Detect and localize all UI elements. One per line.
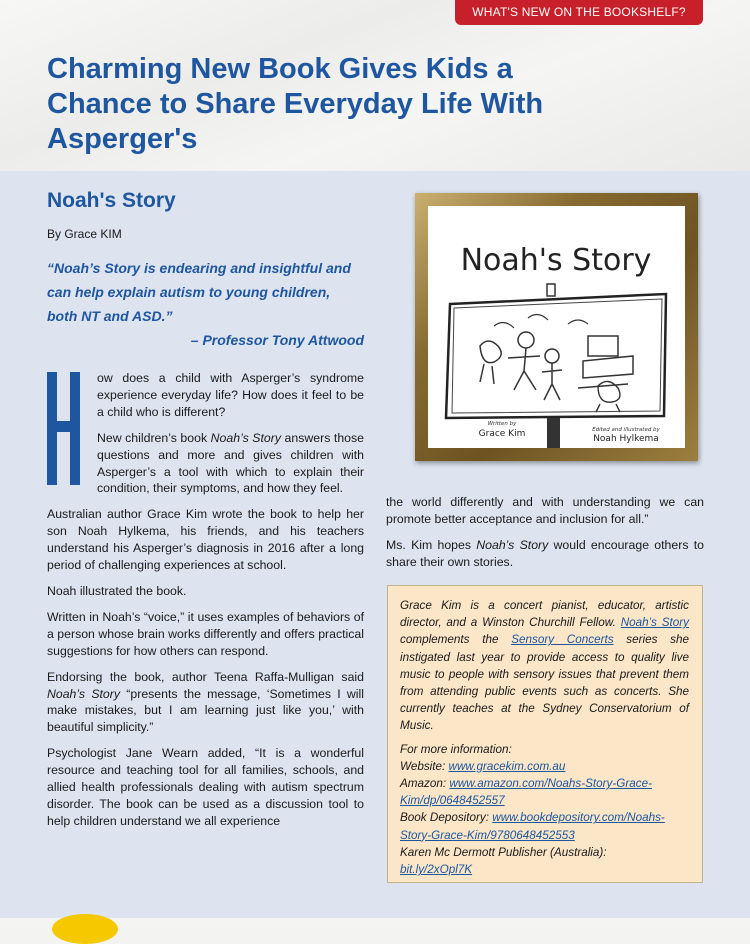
amazon-line: Amazon: www.amazon.com/Noahs-Story-Grace-Kim/dp/0648452557 [400,777,653,808]
body-paragraph-7: Psychologist Jane Wearn added, “It is a wonderful resource and teaching tool for all families, schools, and allied health professionals dealing with autism spectrum disorder. The book can be used as a discussion tool to help children understand we all experience [47,746,364,828]
cover-illustrator: Noah Hylkema [593,434,659,444]
book-cover-frame [415,193,698,461]
right-column-text [386,494,704,571]
yellow-accent-circle [52,914,118,944]
drop-cap [47,372,80,485]
publisher-link-line [400,861,689,878]
website-link[interactable]: www.gracekim.com.au [448,759,566,773]
byline: By Grace KIM [47,227,122,241]
bookdepository-link[interactable]: www.bookdepository.com/Noahs-Story-Grace-Kim/9780648452553 [400,811,665,842]
body-paragraph-2: New children’s book Noah’s Story answers those questions and more and gives children with Asperger’s a tool with which to explain their condition, their symptoms, and how they feel. [97,430,364,496]
amazon-link[interactable]: www.amazon.com/Noahs-Story-Grace-Kim/dp/0648452557 [400,777,653,808]
pull-quote: “Noah’s Story is endearing and insightful and can help explain autism to young children, both NT and ASD.” [47,260,351,324]
body-paragraph-8: Ms. Kim hopes Noah’s Story would encourage others to share their own stories. [386,537,704,569]
body-paragraph-7-continued: the world differently and with understanding we can promote better acceptance and inclusion for all.” [386,495,704,526]
body-paragraph-1: ow does a child with Asperger’s syndrome experience everyday life? How does it feel to be a child who is different? [97,371,364,419]
cover-title: Noah's Story [460,243,652,278]
sensory-concerts-link[interactable]: Sensory Concerts [511,633,614,647]
more-info-heading: For more information: [400,742,512,756]
body-paragraph-4: Noah illustrated the book. [47,583,187,598]
headline: Charming New Book Gives Kids a Chance to Share Everyday Life With Asperger's [47,53,544,155]
body-paragraph-3: Australian author Grace Kim wrote the book to help her son Noah Hylkema, his friends, and his teachers understand his Asperger’s diagnosis in 2016 after a long period of challenging experiences at school. [47,507,364,573]
publisher-link[interactable]: bit.ly/2xOpl7K [400,863,473,877]
bookdepository-line: Book Depository: www.bookdepository.com/Noahs-Story-Grace-Kim/9780648452553 [400,811,665,842]
article-body [47,370,364,830]
publisher-line: Karen Mc Dermott Publisher (Australia): [400,845,607,859]
book-cover [428,206,685,448]
book-cover-illustration [428,206,685,448]
body-paragraph-6: Endorsing the book, author Teena Raffa-Mulligan said Noah’s Story “presents the message, ‘Sometimes I will make mistakes, but I am learning just like you,’ with beautiful simplicity.” [47,669,364,735]
left-column [47,186,364,839]
quote-attribution: – Professor Tony Attwood [190,332,364,348]
noahs-story-link[interactable]: Noah’s Story [620,616,689,630]
author-info-box [387,585,703,883]
article-subtitle: Noah's Story [47,189,176,212]
section-tag: WHAT'S NEW ON THE BOOKSHELF? [455,0,703,25]
website-line: Website: www.gracekim.com.au [400,759,566,773]
body-paragraph-5: Written in Noah’s “voice,” it uses examples of behaviors of a person whose brain works differently and offers practical suggestions for how others can respond. [47,609,364,658]
right-column [386,494,704,580]
author-bio: Grace Kim is a concert pianist, educator, artistic director, and a Winston Churchill Fellow. Noah’s Story complements the Sensory Concerts series she instigated last year to provide access to quality live music to people with sensory issues that prevent them from attending public events such as concerts. She currently teaches at the Sydney Conservatorium of Music. [400,599,689,733]
cover-written-by-label: Written by [487,421,517,427]
cover-illustrated-by-label: Edited and illustrated by [592,427,660,433]
cover-author: Grace Kim [478,429,526,439]
